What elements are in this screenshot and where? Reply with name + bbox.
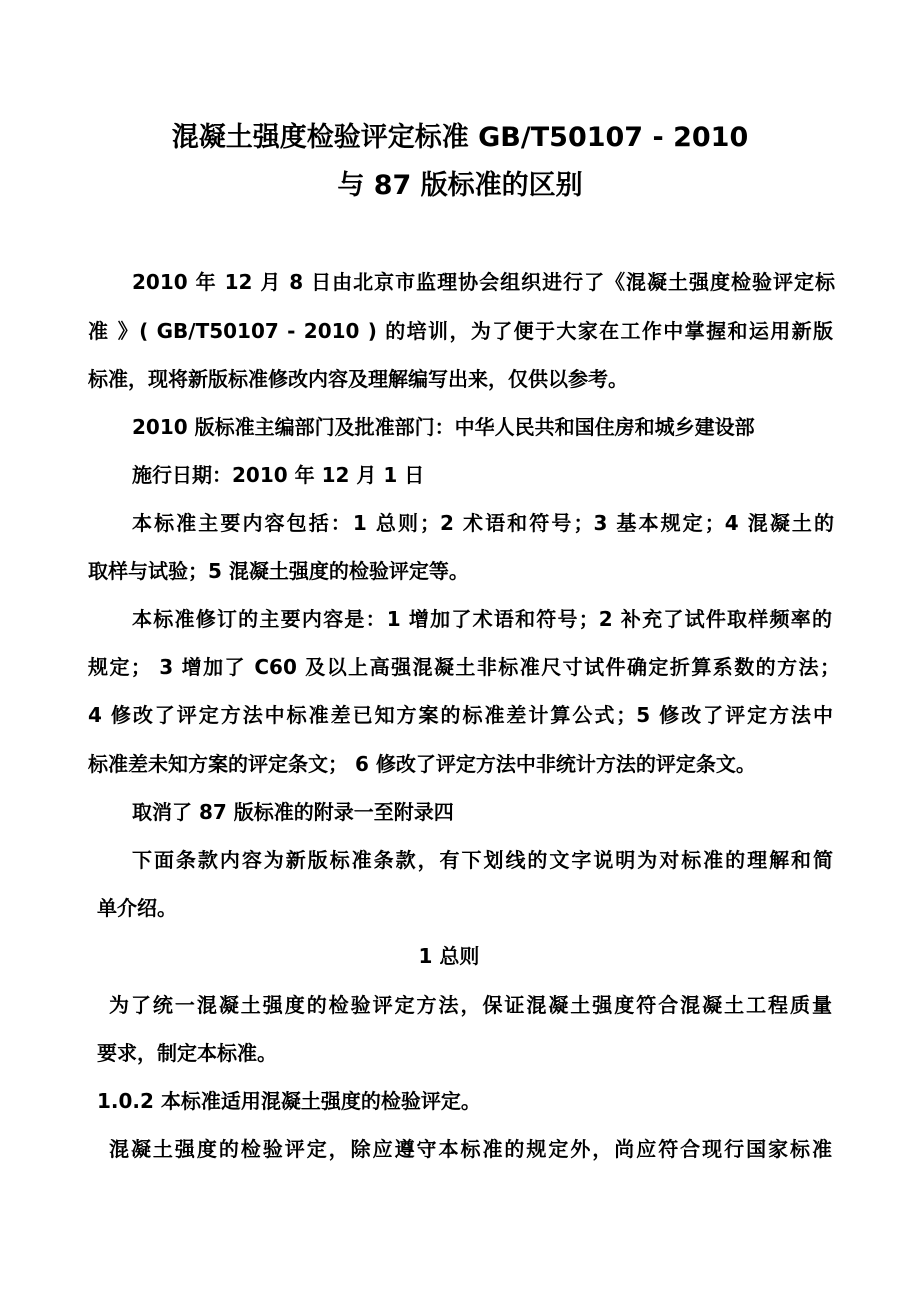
editor-department: 2010 版标准主编部门及批准部门：中华人民共和国住房和城乡建设部 — [132, 415, 755, 439]
revisions-line-1: 本标准修订的主要内容是：1 增加了术语和符号；2 补充了试件取样频率的 — [132, 607, 832, 631]
clause-1-0-2: 1.0.2 本标准适用混凝土强度的检验评定。 — [97, 1089, 481, 1113]
revisions-line-4: 标准差未知方案的评定条文； 6 修改了评定方法中非统计方法的评定条文。 — [88, 752, 756, 776]
contents-line-2: 取样与试验；5 混凝土强度的检验评定等。 — [88, 559, 469, 583]
purpose-line-2: 要求，制定本标准。 — [97, 1041, 277, 1065]
document-title-line-1: 混凝土强度检验评定标准 GB/T50107 - 2010 — [171, 122, 749, 153]
cancelled-appendices: 取消了 87 版标准的附录一至附录四 — [132, 800, 454, 824]
intro-line-1: 2010 年 12 月 8 日由北京市监理协会组织进行了《混凝土强度检验评定标 — [132, 270, 835, 294]
clause-continuation: 混凝土强度的检验评定，除应遵守本标准的规定外，尚应符合现行国家标准 — [109, 1137, 832, 1161]
intro-line-2: 准 》( GB/T50107 - 2010 ) 的培训，为了便于大家在工作中掌握和运用新版 — [88, 319, 833, 343]
section-heading: 1 总则 — [418, 944, 480, 968]
revisions-line-3: 4 修改了评定方法中标准差已知方案的标准差计算公式；5 修改了评定方法中 — [88, 703, 833, 727]
note-line-2: 单介绍。 — [97, 896, 177, 920]
revisions-line-2: 规定； 3 增加了 C60 及以上高强混凝土非标准尺寸试件确定折算系数的方法； — [88, 655, 840, 679]
effective-date: 施行日期：2010 年 12 月 1 日 — [132, 463, 425, 487]
purpose-line-1: 为了统一混凝土强度的检验评定方法，保证混凝土强度符合混凝土工程质量 — [109, 993, 832, 1017]
contents-line-1: 本标准主要内容包括：1 总则；2 术语和符号；3 基本规定；4 混凝土的 — [132, 511, 834, 535]
document-title-line-2: 与 87 版标准的区别 — [337, 170, 583, 201]
note-line-1: 下面条款内容为新版标准条款，有下划线的文字说明为对标准的理解和简 — [132, 848, 833, 872]
intro-line-3: 标准，现将新版标准修改内容及理解编写出来，仅供以参考。 — [88, 367, 628, 391]
